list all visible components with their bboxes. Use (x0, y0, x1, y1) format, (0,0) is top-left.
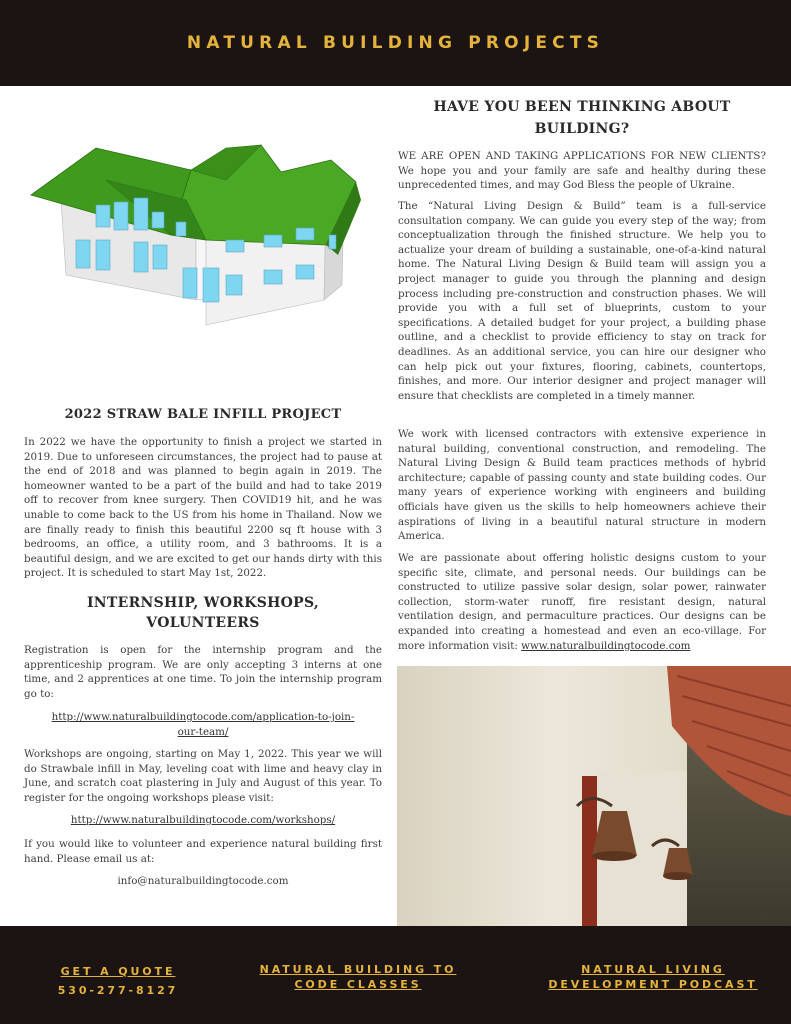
straw-bale-heading: 2022 STRAW BALE INFILL PROJECT (64, 407, 342, 422)
podcast-link[interactable]: NATURAL LIVING DEVELOPMENT PODCAST (548, 963, 758, 991)
contractors-paragraph: We work with licensed contractors with extensive experience in natural building, conventional construction, and remodeling. The Natural Living Design & Build team practices methods of hybrid architecture; capable of passing county and state building codes. Our many years of experience working with engineers and building officials have given us the skills to help homeowners achieve their aspirations of living in a beautiful natural structure in modern America. (398, 428, 766, 543)
house-illustration (26, 140, 366, 330)
page-footer (0, 926, 791, 1024)
building-heading: HAVE YOU BEEN THINKING ABOUT BUILDING? (433, 99, 731, 137)
get-a-quote-link[interactable]: GET A QUOTE (60, 965, 176, 978)
wall-lamps-photo (397, 666, 791, 926)
volunteer-text: If you would like to volunteer and experience natural building first hand. Please email us at: (24, 838, 382, 865)
classes-link[interactable]: NATURAL BUILDING TO CODE CLASSES (259, 963, 457, 991)
workshops-text: Workshops are ongoing, starting on May 1, 2022. This year we will do Strawbale infill in May, leveling coat with lime and heavy clay in June, and scratch coat plastering in July and August of this year. To register for the ongoing workshops please visit: (24, 748, 382, 804)
page-header (0, 0, 791, 86)
website-link[interactable]: www.naturalbuildingtocode.com (521, 639, 691, 652)
phone-number[interactable]: 530-277-8127 (57, 984, 179, 997)
holistic-paragraph: We are passionate about offering holistic designs custom to your specific site, climate, and personal needs. Our buildings can be constructed to utilize passive solar design, solar power, rainwater collection, storm-water runoff, fire resistant design, natural ventilation design, and permaculture practices. Our designs can be expanded into creating a homestead and even an eco-village. For more information visit: www.naturalbuildingtocode.com (398, 552, 766, 652)
email-address[interactable]: info@naturalbuildingtocode.com (117, 875, 289, 887)
intro-paragraph: WE ARE OPEN AND TAKING APPLICATIONS FOR NEW CLIENTS? We hope you and your family are safe and healthy during these unprecedented times, and may God Bless the people of Ukraine. (398, 150, 766, 192)
internship-heading: INTERNSHIP, WORKSHOPS, VOLUNTEERS (86, 595, 320, 631)
registration-text: Registration is open for the internship program and the apprenticeship program. We are only accepting 3 interns at one time, and 2 apprentices at one time. To join the internship program go to: (24, 644, 382, 700)
page-title: NATURAL BUILDING PROJECTS (186, 33, 605, 53)
straw-bale-body: In 2022 we have the opportunity to finish a project we started in 2019. Due to unforeseen circumstances, the project had to pause at the end of 2018 and was planned to begin again in 2019. The homeowner wanted to be a part of the build and had to take 2019 off to recover from knee surgery. Then COVID19 hit, and he was unable to come back to the US from his home in Thailand. Now we are finally ready to finish this beautiful 2200 sq ft house with 3 bedrooms, an office, a utility room, and 3 bathrooms. It is a beautiful design, and we are excited to get our hands dirty with this project. It is scheduled to start May 1st, 2022. (24, 436, 382, 580)
workshops-link[interactable]: http://www.naturalbuildingtocode.com/workshops/ (70, 814, 336, 826)
team-paragraph: The “Natural Living Design & Build” team is a full-service consultation company. We can guide you every step of the way; from conceptualization through the finished structure. We help you to actualize your dream of building a sustainable, one-of-a-kind natural home. The Natural Living Design & Build team will assign you a project manager to guide you through the planning and design process including pre-construction and construction phases. We will provide you with a full set of blueprints, custom to your specifications. A detailed budget for your project, a building phase outline, and a checklist to provide efficiency to stay on track for deadlines. As an additional service, you can hire our designer who can help pick out your fixtures, flooring, cabinets, countertops, finishes, and more. Our interior designer and project manager will ensure that checklists are completed in a timely manner. (398, 200, 766, 402)
internship-link[interactable]: http://www.naturalbuildingtocode.com/application-to-join- our-team/ (51, 711, 355, 738)
